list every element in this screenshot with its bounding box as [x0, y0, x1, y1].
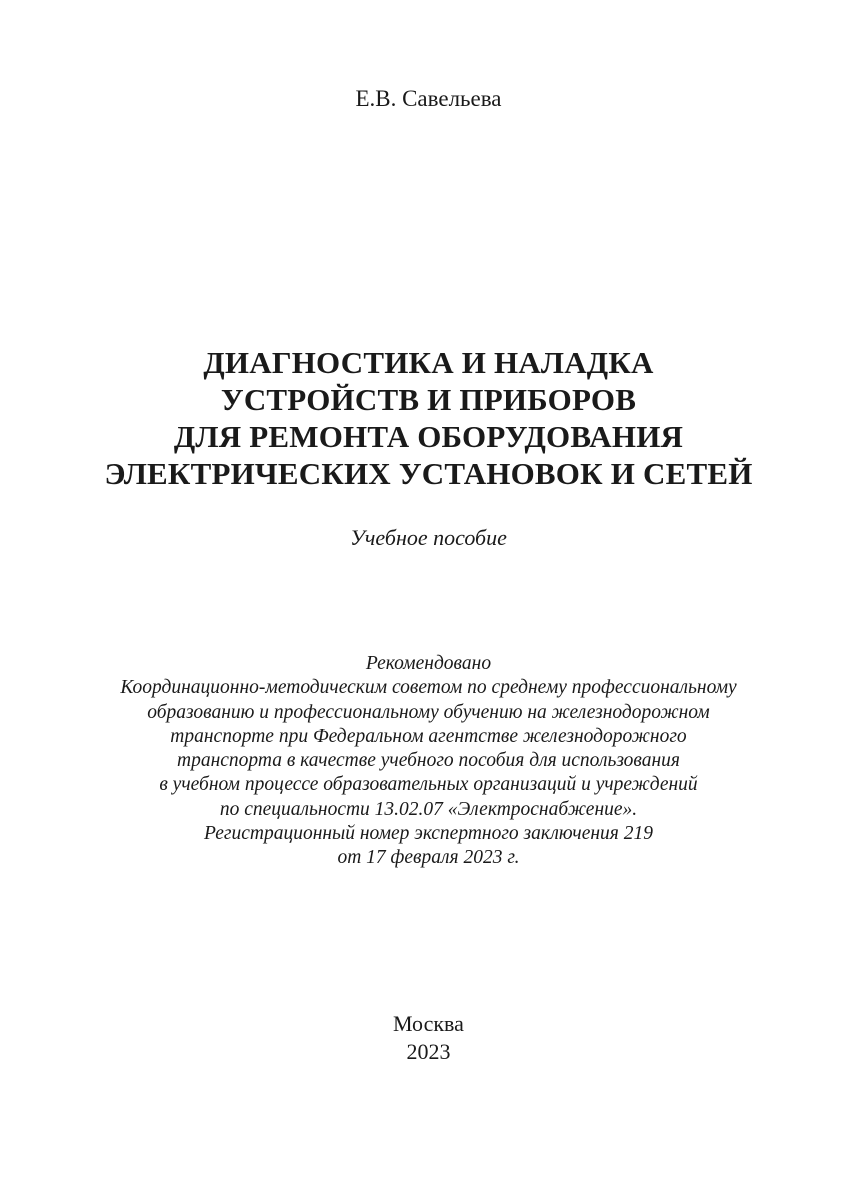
title-line: ЭЛЕКТРИЧЕСКИХ УСТАНОВОК И СЕТЕЙ: [104, 456, 753, 491]
title-line: ДЛЯ РЕМОНТА ОБОРУДОВАНИЯ: [173, 419, 684, 454]
recommendation-line: по специальности 13.02.07 «Электроснабжение».: [219, 798, 638, 820]
recommendation-line: Регистрационный номер экспертного заключения 219: [204, 823, 653, 845]
title-line: ДИАГНОСТИКА И НАЛАДКА: [203, 345, 654, 380]
author-name: Е.В. Савельева: [355, 86, 502, 111]
recommendation-line: от 17 февраля 2023 г.: [337, 847, 520, 869]
recommendation-line: транспорте при Федеральном агентстве железнодорожного: [170, 725, 687, 747]
recommendation-line: Координационно-методическим советом по среднему профессиональному: [120, 677, 737, 699]
recommendation-line: транспорта в качестве учебного пособия для использования: [176, 750, 680, 772]
title-line: УСТРОЙСТВ И ПРИБОРОВ: [220, 382, 637, 417]
recommendation-line: в учебном процессе образовательных организаций и учреждений: [159, 774, 698, 796]
recommendation-block: [0, 652, 857, 871]
publication-year: 2023: [406, 1039, 451, 1064]
recommendation-line: образованию и профессиональному обучению на железнодорожном: [147, 701, 710, 723]
recommendation-line: Рекомендовано: [365, 653, 492, 674]
book-title: [0, 344, 857, 492]
publication-city: Москва: [393, 1011, 464, 1036]
book-subtitle: Учебное пособие: [350, 525, 507, 550]
